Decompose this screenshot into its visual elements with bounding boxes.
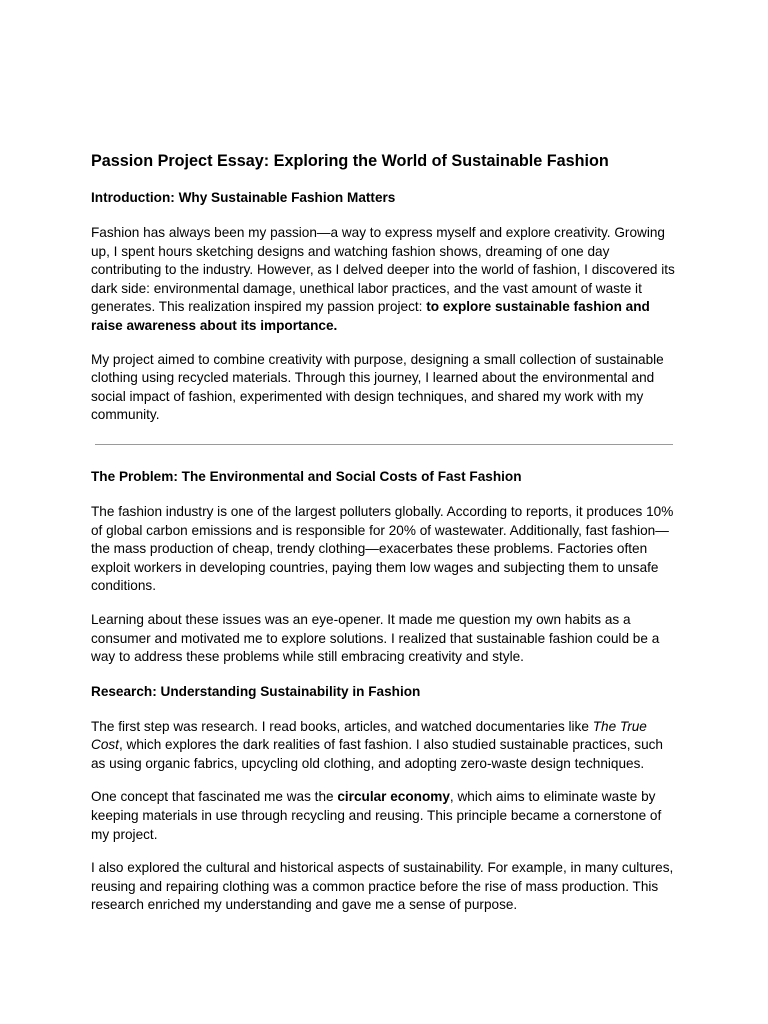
problem-paragraph-2: Learning about these issues was an eye-opener. It made me question my own habits as a consumer and motivated me to explore solutions. I realized that sustainable fashion could be a way to address these problems while still embracing creativity and style. xyxy=(91,611,660,665)
intro-paragraph-1 xyxy=(91,224,675,336)
research-paragraph-1-after: , which explores the dark realities of fast fashion. I also studied sustainable practices, such as using organic fabrics, upcycling old clothing, and adopting zero-waste design techniques. xyxy=(91,737,663,771)
research-paragraph-3: I also explored the cultural and historical aspects of sustainability. For example, in many cultures, reusing and repairing clothing was a common practice before the rise of mass production. This research enriched my understanding and gave me a sense of purpose. xyxy=(91,860,674,913)
intro-paragraph-1-text: Fashion has always been my passion—a way to express myself and explore creativity. Growing up, I spent hours sketching designs and watching fashion shows, dreaming of one day contributing to the industry. However, as I delved deeper into the world of fashion, I discovered its dark side: environmental damage, unethical labor practices, and the vast amount of waste it generates. This realization inspired my passion project: xyxy=(91,225,675,315)
section-divider xyxy=(95,444,673,445)
problem-heading: The Problem: The Environmental and Social Costs of Fast Fashion xyxy=(91,468,522,484)
research-heading: Research: Understanding Sustainability in Fashion xyxy=(91,683,421,699)
documentary-title: The True Cost xyxy=(91,718,647,753)
essay-title: Passion Project Essay: Exploring the World of Sustainable Fashion xyxy=(91,152,609,170)
research-paragraph-1-before: The first step was research. I read books, articles, and watched documentaries like xyxy=(91,718,593,734)
research-paragraph-2-before: One concept that fascinated me was the xyxy=(91,789,338,805)
intro-paragraph-1-bold: to explore sustainable fashion and raise awareness about its importance. xyxy=(91,299,650,333)
circular-economy-term: circular economy xyxy=(337,789,450,805)
research-paragraph-2-after: , which aims to eliminate waste by keeping materials in use through recycling and reusing. This principle became a cornerstone of my project. xyxy=(91,789,662,842)
research-paragraph-1 xyxy=(91,718,675,774)
intro-paragraph-2: My project aimed to combine creativity with purpose, designing a small collection of sustainable clothing using recycled materials. Through this journey, I learned about the environmental and social impact of fashion, experimented with design techniques, and shared my work with my community. xyxy=(91,351,664,423)
intro-heading: Introduction: Why Sustainable Fashion Matters xyxy=(91,190,396,205)
essay-page xyxy=(91,150,675,930)
research-paragraph-2 xyxy=(91,788,675,844)
problem-paragraph-1: The fashion industry is one of the largest polluters globally. According to reports, it produces 10% of global carbon emissions and is responsible for 20% of wastewater. Additionally, fast fashion—the mass production of cheap, trendy clothing—exacerbates these problems. Factories often exploit workers in developing countries, paying them low wages and subjecting them to unsafe conditions. xyxy=(91,503,674,594)
